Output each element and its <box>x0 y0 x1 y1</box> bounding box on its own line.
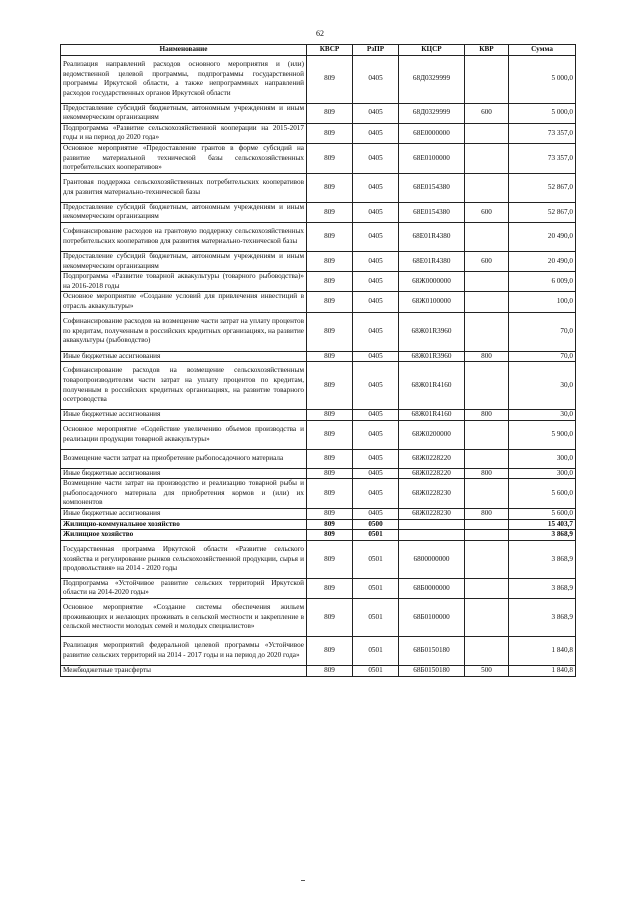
table-row <box>61 410 576 421</box>
row-kcsr: 68Е0000000 <box>399 123 465 143</box>
row-kvsr: 809 <box>307 222 353 251</box>
header-sum: Сумма <box>509 45 576 56</box>
budget-table <box>60 44 576 677</box>
row-kcsr: 68Е0154380 <box>399 202 465 222</box>
row-name: Межбюджетные трансферты <box>61 666 307 677</box>
table-row <box>61 272 576 292</box>
row-rzpr: 0501 <box>353 599 399 637</box>
row-name: Основное мероприятие «Предоставление грантов в форме субсидий на развитие материальной технической базы сельскохозяйственных потребительских кооперативов» <box>61 143 307 173</box>
table-row <box>61 362 576 410</box>
row-kvsr: 809 <box>307 312 353 351</box>
row-rzpr: 0501 <box>353 666 399 677</box>
row-kvr: 800 <box>465 410 509 421</box>
row-name: Предоставление субсидий бюджетным, автономным учреждениям и иным некоммерческим организациям <box>61 251 307 271</box>
row-sum: 73 357,0 <box>509 143 576 173</box>
table-row <box>61 123 576 143</box>
row-sum: 20 490,0 <box>509 222 576 251</box>
row-kvr: 800 <box>465 351 509 362</box>
table-body <box>61 55 576 676</box>
row-kvsr: 809 <box>307 410 353 421</box>
row-rzpr: 0405 <box>353 202 399 222</box>
row-kvr <box>465 173 509 202</box>
table-row <box>61 666 576 677</box>
row-sum: 73 357,0 <box>509 123 576 143</box>
row-sum: 5 600,0 <box>509 479 576 509</box>
row-rzpr: 0405 <box>353 351 399 362</box>
table-row <box>61 637 576 666</box>
row-kvsr: 809 <box>307 202 353 222</box>
row-sum: 70,0 <box>509 351 576 362</box>
row-kcsr: 68Е01R4380 <box>399 251 465 271</box>
row-name: Предоставление субсидий бюджетным, автономным учреждениям и иным некоммерческим организациям <box>61 103 307 123</box>
table-row <box>61 222 576 251</box>
table-row <box>61 599 576 637</box>
row-kvr: 500 <box>465 666 509 677</box>
row-name: Предоставление субсидий бюджетным, автономным учреждениям и иным некоммерческим организациям <box>61 202 307 222</box>
header-kvr: КВР <box>465 45 509 56</box>
row-kvsr: 809 <box>307 272 353 292</box>
row-name: Софинансирование расходов на возмещение сельскохозяйственным товаропроизводителям части затрат на уплату процентов по кредитам, полученным в российских кредитных организациях, на развитие товарного осетроводства <box>61 362 307 410</box>
row-rzpr: 0405 <box>353 103 399 123</box>
row-sum: 5 600,0 <box>509 509 576 520</box>
row-kvr <box>465 578 509 598</box>
row-kcsr: 68Е0154380 <box>399 173 465 202</box>
row-kvsr: 809 <box>307 143 353 173</box>
row-sum: 3 868,9 <box>509 599 576 637</box>
row-name: Иные бюджетные ассигнования <box>61 468 307 479</box>
table-row <box>61 468 576 479</box>
row-kcsr: 68Б0150180 <box>399 666 465 677</box>
table-header-row <box>61 45 576 56</box>
header-kvsr: КВСР <box>307 45 353 56</box>
row-kvr <box>465 519 509 530</box>
row-kvsr: 809 <box>307 578 353 598</box>
row-kvr <box>465 55 509 103</box>
row-kcsr: 68Ж0228230 <box>399 479 465 509</box>
row-sum: 3 868,9 <box>509 540 576 578</box>
table-row <box>61 449 576 468</box>
row-kvr: 800 <box>465 468 509 479</box>
row-rzpr: 0405 <box>353 55 399 103</box>
table-row <box>61 509 576 520</box>
row-rzpr: 0405 <box>353 173 399 202</box>
row-sum: 5 000,0 <box>509 55 576 103</box>
row-name: Жилищно-коммунальное хозяйство <box>61 519 307 530</box>
row-kcsr: 68Ж01R4160 <box>399 362 465 410</box>
row-kvr <box>465 599 509 637</box>
row-name: Реализация мероприятий федеральной целевой программы «Устойчивое развитие сельских территорий на 2014 - 2017 годы и на период до 2020 года» <box>61 637 307 666</box>
row-sum: 300,0 <box>509 468 576 479</box>
table-row <box>61 312 576 351</box>
row-kvsr: 809 <box>307 420 353 449</box>
row-name: Подпрограмма «Устойчивое развитие сельских территорий Иркутской области на 2014-2020 годы» <box>61 578 307 598</box>
row-kvr <box>465 292 509 312</box>
row-kcsr: 68Е01R4380 <box>399 222 465 251</box>
row-kvsr: 809 <box>307 351 353 362</box>
table-row <box>61 55 576 103</box>
row-kcsr: 68Ж01R3960 <box>399 312 465 351</box>
row-kcsr: 68Б0150180 <box>399 637 465 666</box>
row-kvr: 600 <box>465 251 509 271</box>
row-rzpr: 0405 <box>353 449 399 468</box>
row-kvr <box>465 530 509 541</box>
row-rzpr: 0405 <box>353 362 399 410</box>
row-sum: 3 868,9 <box>509 578 576 598</box>
row-kcsr: 68Ж0100000 <box>399 292 465 312</box>
row-name: Основное мероприятие «Содействие увеличению объемов производства и реализации продукции товарной аквакультуры» <box>61 420 307 449</box>
row-sum: 30,0 <box>509 362 576 410</box>
row-sum: 30,0 <box>509 410 576 421</box>
row-rzpr: 0405 <box>353 272 399 292</box>
row-kvsr: 809 <box>307 173 353 202</box>
row-kvr <box>465 449 509 468</box>
row-kvr <box>465 272 509 292</box>
row-rzpr: 0405 <box>353 479 399 509</box>
table-row <box>61 351 576 362</box>
row-sum: 1 840,8 <box>509 637 576 666</box>
footer-mark <box>301 880 305 881</box>
row-kcsr: 6800000000 <box>399 540 465 578</box>
row-kvsr: 809 <box>307 103 353 123</box>
row-rzpr: 0405 <box>353 410 399 421</box>
row-kvsr: 809 <box>307 666 353 677</box>
row-name: Подпрограмма «Развитие товарной аквакультуры (товарного рыбоводства)» на 2016-2018 годы <box>61 272 307 292</box>
table-row <box>61 530 576 541</box>
table-row <box>61 292 576 312</box>
row-kcsr: 68Б0100000 <box>399 599 465 637</box>
row-rzpr: 0405 <box>353 143 399 173</box>
row-rzpr: 0405 <box>353 123 399 143</box>
table-row <box>61 251 576 271</box>
row-name: Подпрограмма «Развитие сельскохозяйственной кооперации на 2015-2017 годы и на период до 2020 года» <box>61 123 307 143</box>
table-row <box>61 103 576 123</box>
table-row <box>61 143 576 173</box>
row-kcsr: 68Ж01R3960 <box>399 351 465 362</box>
row-rzpr: 0405 <box>353 312 399 351</box>
row-sum: 300,0 <box>509 449 576 468</box>
row-rzpr: 0405 <box>353 292 399 312</box>
row-kcsr <box>399 530 465 541</box>
table-row <box>61 173 576 202</box>
table-row <box>61 540 576 578</box>
row-name: Софинансирование расходов на возмещение части затрат на уплату процентов по кредитам, полученным в российских кредитных организациях, на развитие аквакультуры (рыбоводство) <box>61 312 307 351</box>
row-name: Иные бюджетные ассигнования <box>61 410 307 421</box>
row-sum: 6 009,0 <box>509 272 576 292</box>
row-kvsr: 809 <box>307 509 353 520</box>
row-rzpr: 0405 <box>353 420 399 449</box>
row-rzpr: 0405 <box>353 222 399 251</box>
row-kvsr: 809 <box>307 599 353 637</box>
row-rzpr: 0501 <box>353 530 399 541</box>
row-kvsr: 809 <box>307 292 353 312</box>
table-row <box>61 519 576 530</box>
row-kvr: 800 <box>465 509 509 520</box>
row-kcsr: 68Ж01R4160 <box>399 410 465 421</box>
row-rzpr: 0405 <box>353 468 399 479</box>
row-kvsr: 809 <box>307 530 353 541</box>
row-name: Грантовая поддержка сельскохозяйственных потребительских кооперативов для развития материально-технической базы <box>61 173 307 202</box>
row-kvr <box>465 312 509 351</box>
row-kvr <box>465 637 509 666</box>
table-row <box>61 202 576 222</box>
table-row <box>61 479 576 509</box>
row-kvsr: 809 <box>307 519 353 530</box>
row-kcsr: 68Ж0228220 <box>399 468 465 479</box>
row-name: Основное мероприятие «Создание системы обеспечения жильем проживающих и желающих проживать в сельской местности и закрепление в сельской местности молодых семей и молодых специалистов» <box>61 599 307 637</box>
row-name: Софинансирование расходов на грантовую поддержку сельскохозяйственных потребительских кооперативов для развития материально-технической базы <box>61 222 307 251</box>
row-kcsr: 68Ж0200000 <box>399 420 465 449</box>
row-sum: 52 867,0 <box>509 173 576 202</box>
header-name: Наименование <box>61 45 307 56</box>
row-name: Возмещение части затрат на производство и реализацию товарной рыбы и рыбопосадочного материала для приобретения кормов и (или) их компонентов <box>61 479 307 509</box>
row-kvr <box>465 479 509 509</box>
row-rzpr: 0405 <box>353 251 399 271</box>
row-kvsr: 809 <box>307 468 353 479</box>
row-kvsr: 809 <box>307 637 353 666</box>
row-kcsr: 68Ж0000000 <box>399 272 465 292</box>
row-sum: 100,0 <box>509 292 576 312</box>
row-kvr <box>465 143 509 173</box>
page-number: 62 <box>316 29 324 38</box>
row-rzpr: 0500 <box>353 519 399 530</box>
header-rzpr: РзПР <box>353 45 399 56</box>
table-row <box>61 578 576 598</box>
row-name: Реализация направлений расходов основного мероприятия и (или) ведомственной целевой программы, подпрограммы государственной программы Иркутской области, а также непрограммных направлений расходов государственных органов Иркутской области <box>61 55 307 103</box>
row-sum: 70,0 <box>509 312 576 351</box>
row-kcsr: 68Ж0228230 <box>399 509 465 520</box>
row-kvr <box>465 362 509 410</box>
row-sum: 15 403,7 <box>509 519 576 530</box>
row-sum: 3 868,9 <box>509 530 576 541</box>
row-kvsr: 809 <box>307 362 353 410</box>
row-rzpr: 0501 <box>353 578 399 598</box>
row-sum: 20 490,0 <box>509 251 576 271</box>
row-kvsr: 809 <box>307 479 353 509</box>
row-kvsr: 809 <box>307 123 353 143</box>
row-kvsr: 809 <box>307 449 353 468</box>
row-sum: 5 900,0 <box>509 420 576 449</box>
row-rzpr: 0501 <box>353 637 399 666</box>
row-rzpr: 0405 <box>353 509 399 520</box>
row-name: Основное мероприятие «Создание условий для привлечения инвестиций в отрасль аквакультуры» <box>61 292 307 312</box>
row-kvr <box>465 123 509 143</box>
row-sum: 52 867,0 <box>509 202 576 222</box>
row-sum: 5 000,0 <box>509 103 576 123</box>
row-kvr <box>465 420 509 449</box>
row-kvsr: 809 <box>307 540 353 578</box>
row-kcsr: 68Б0000000 <box>399 578 465 598</box>
row-kvr <box>465 222 509 251</box>
row-name: Иные бюджетные ассигнования <box>61 509 307 520</box>
row-name: Иные бюджетные ассигнования <box>61 351 307 362</box>
row-kvr <box>465 540 509 578</box>
row-kcsr: 68Ж0228220 <box>399 449 465 468</box>
row-kvsr: 809 <box>307 251 353 271</box>
row-kcsr: 68Д0329999 <box>399 55 465 103</box>
row-kcsr <box>399 519 465 530</box>
row-kcsr: 68Д0329999 <box>399 103 465 123</box>
table-row <box>61 420 576 449</box>
row-kvsr: 809 <box>307 55 353 103</box>
row-kvr: 600 <box>465 202 509 222</box>
row-sum: 1 840,8 <box>509 666 576 677</box>
row-kcsr: 68Е0100000 <box>399 143 465 173</box>
row-rzpr: 0501 <box>353 540 399 578</box>
row-name: Государственная программа Иркутской области «Развитие сельского хозяйства и регулирование рынков сельскохозяйственной продукции, сырья и продовольствия» на 2014 - 2020 годы <box>61 540 307 578</box>
header-kcsr: КЦСР <box>399 45 465 56</box>
row-name: Возмещение части затрат на приобретение рыбопосадочного материала <box>61 449 307 468</box>
row-name: Жилищное хозяйство <box>61 530 307 541</box>
row-kvr: 600 <box>465 103 509 123</box>
